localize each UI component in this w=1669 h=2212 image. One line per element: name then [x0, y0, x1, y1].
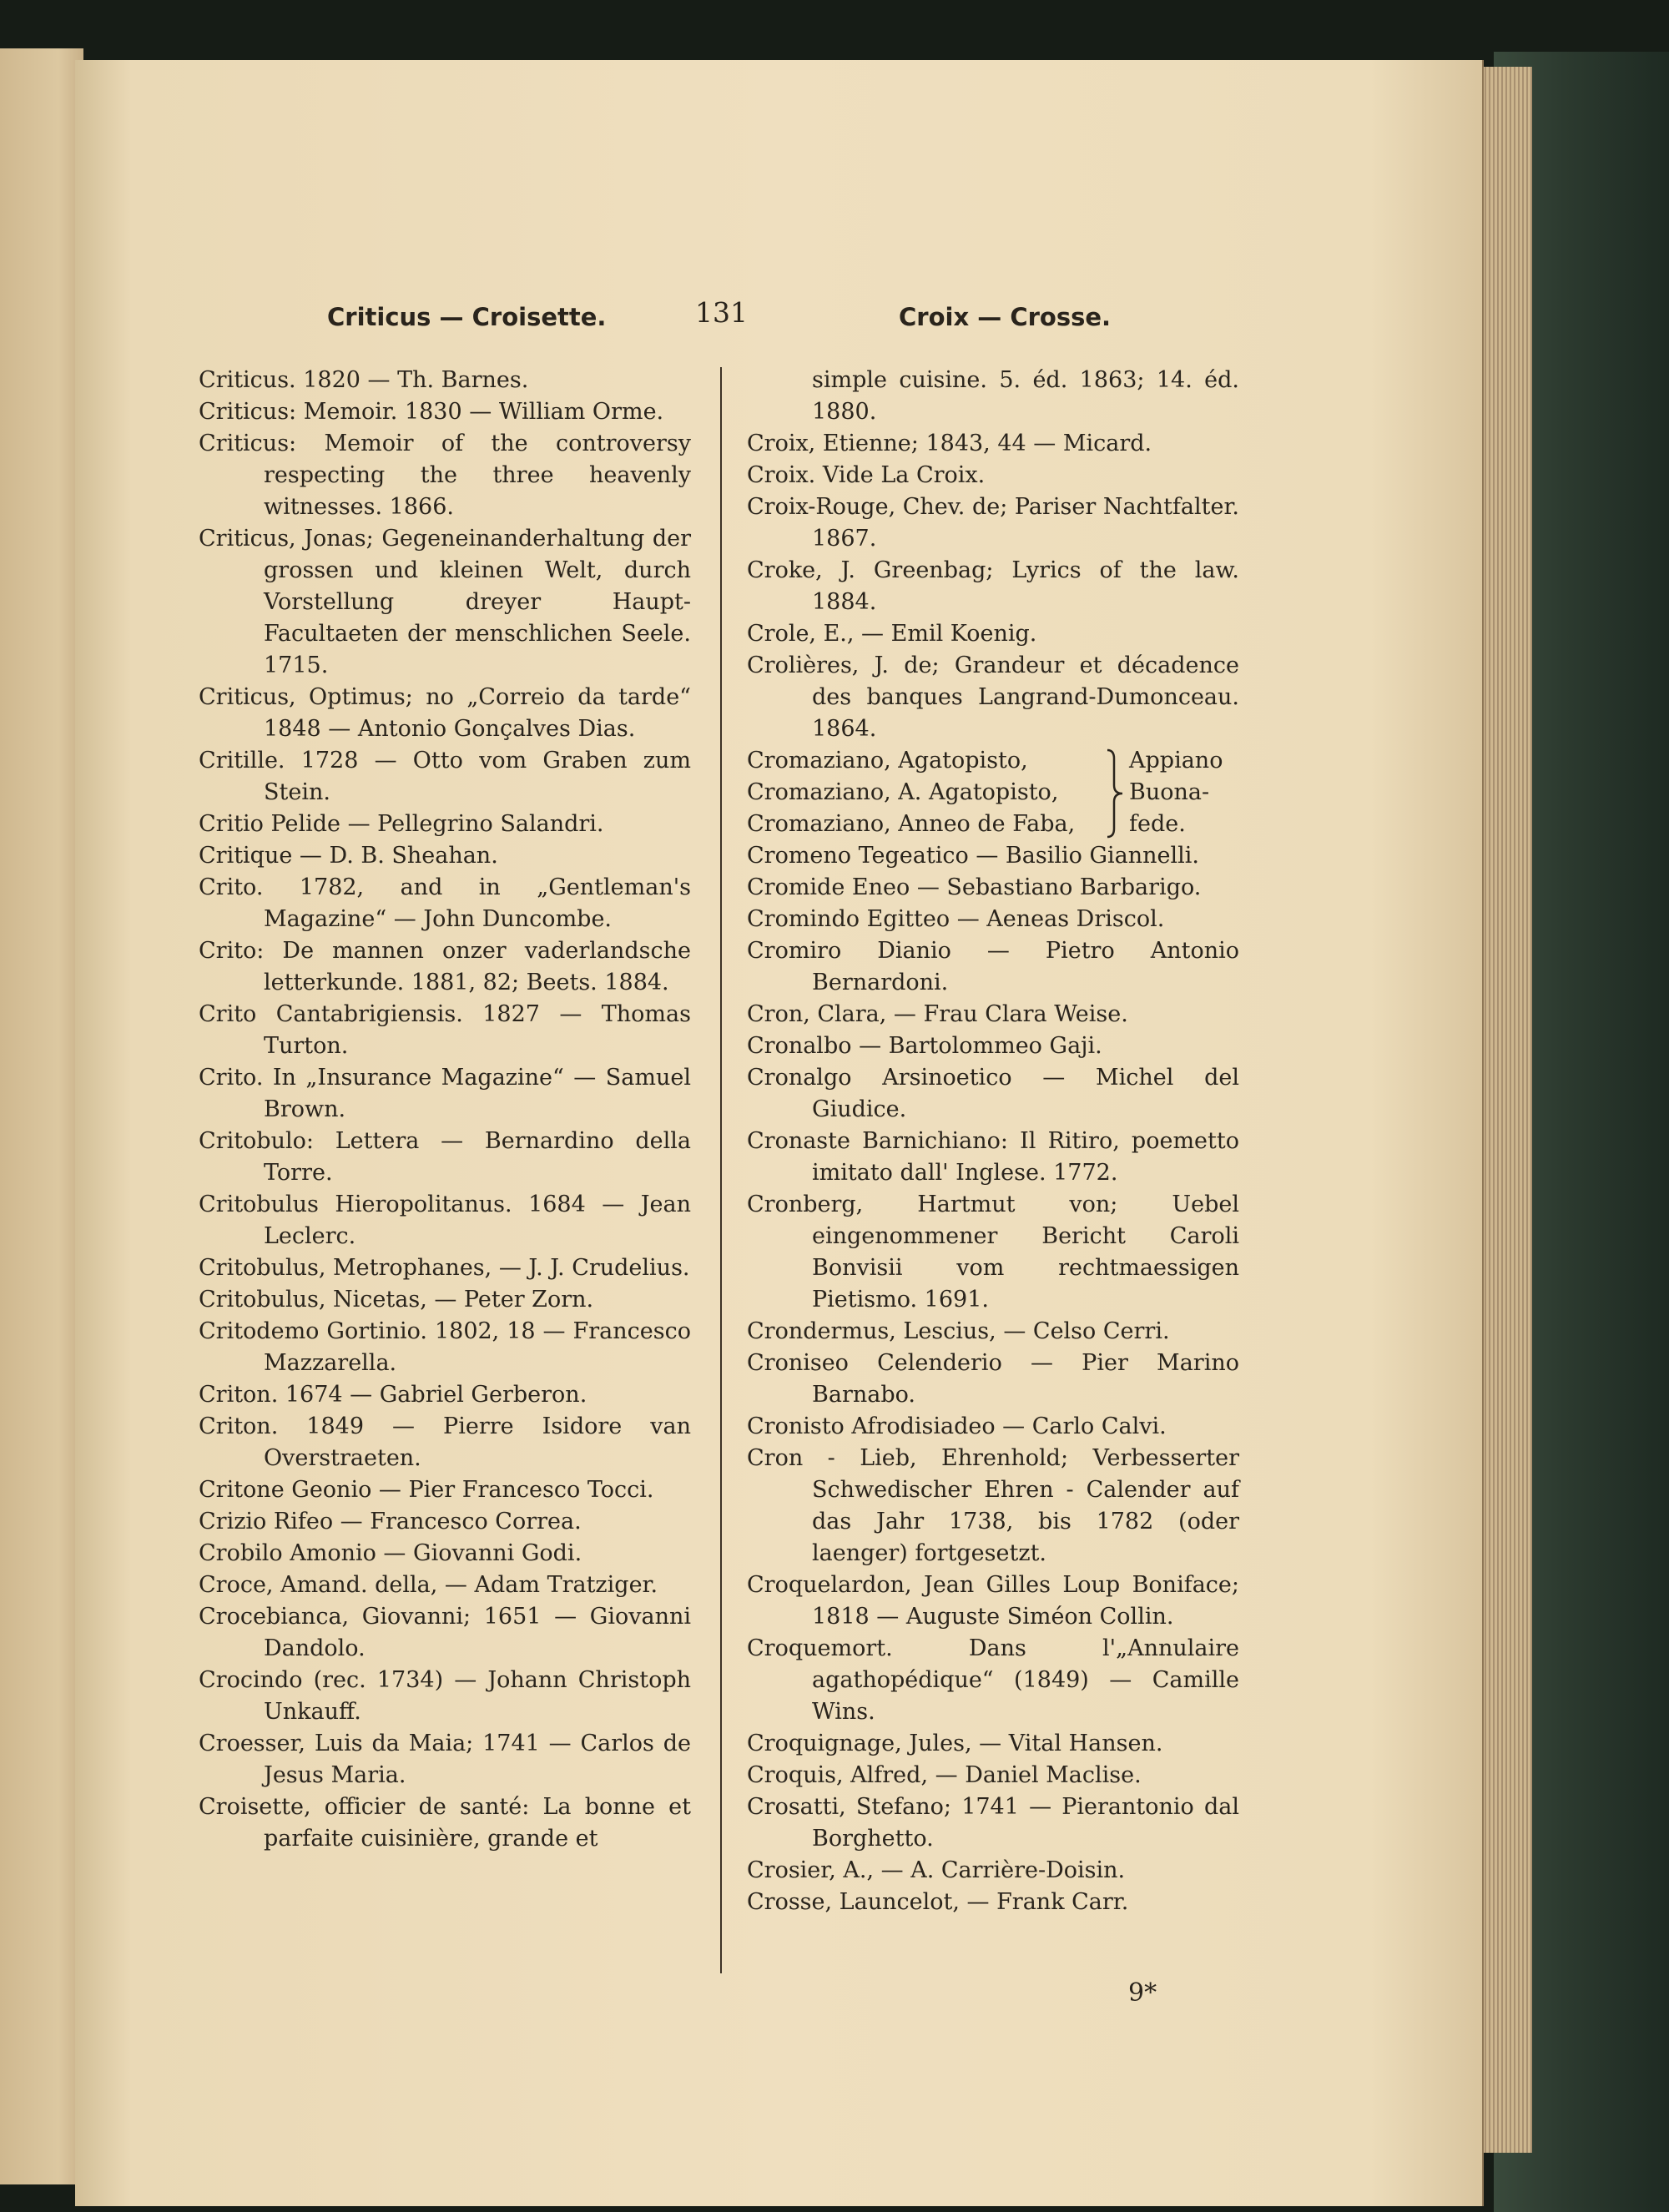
- entry: Croix. Vide La Croix.: [747, 462, 986, 488]
- running-header: [75, 296, 1482, 338]
- brace-target: [1129, 745, 1246, 840]
- entry: Criton. 1849 — Pierre Isidore van Overstraeten.: [199, 1413, 691, 1471]
- entry: Crito: De mannen onzer vaderlandsche letterkunde. 1881, 82; Beets. 1884.: [199, 938, 691, 995]
- signature-mark: 9*: [1128, 1978, 1157, 2008]
- entry: Criticus: Memoir of the controversy respecting the three heavenly witnesses. 1866.: [199, 431, 691, 520]
- entry: Crizio Rifeo — Francesco Correa.: [199, 1509, 582, 1534]
- entry: Critique — D. B. Sheahan.: [199, 843, 498, 869]
- brace-entry-group: [747, 745, 1239, 840]
- entry: Crobilo Amonio — Giovanni Godi.: [199, 1540, 582, 1566]
- entry: Croquemort. Dans l'„Annulaire agathopédique“ (1849) — Camille Wins.: [747, 1635, 1239, 1725]
- entry: Critobulus, Metrophanes, — J. J. Crudelius.: [199, 1255, 690, 1281]
- entry: Critodemo Gortinio. 1802, 18 — Francesco Mazzarella.: [199, 1318, 691, 1376]
- entry: Criticus. 1820 — Th. Barnes.: [199, 367, 529, 393]
- header-left-title: Criticus — Croisette.: [327, 303, 607, 331]
- left-column: [199, 365, 691, 1855]
- entry: Cromiro Dianio — Pietro Antonio Bernardoni.: [747, 938, 1239, 995]
- brace-target-line: Appiano: [1129, 748, 1223, 773]
- entry: Critone Geonio — Pier Francesco Tocci.: [199, 1477, 654, 1503]
- book-page: [75, 60, 1484, 2206]
- entry: Cromide Eneo — Sebastiano Barbarigo.: [747, 874, 1202, 900]
- entry: Criticus, Optimus; no „Correio da tarde“ 1848 — Antonio Gonçalves Dias.: [199, 684, 691, 742]
- entry: Crito. 1782, and in „Gentleman's Magazine“ — John Duncombe.: [199, 874, 691, 932]
- entry: Cromindo Egitteo — Aeneas Driscol.: [747, 906, 1165, 932]
- entry: Cronisto Afrodisiadeo — Carlo Calvi.: [747, 1413, 1167, 1439]
- entry: Croniseo Celenderio — Pier Marino Barnabo.: [747, 1350, 1239, 1408]
- previous-page-edge: [0, 48, 83, 2184]
- brace-target-line: fede.: [1129, 811, 1186, 837]
- entry: Cron, Clara, — Frau Clara Weise.: [747, 1001, 1128, 1027]
- brace-line: Cromaziano, A. Agatopisto,: [747, 779, 1059, 805]
- entry: Crosse, Launcelot, — Frank Carr.: [747, 1889, 1129, 1915]
- entry: Criticus: Memoir. 1830 — William Orme.: [199, 399, 664, 425]
- entry: Croke, J. Greenbag; Lyrics of the law. 1884.: [747, 557, 1239, 615]
- right-column: [747, 365, 1239, 1918]
- header-right-title: Croix — Crosse.: [899, 303, 1112, 331]
- entry: Croesser, Luis da Maia; 1741 — Carlos de Jesus Maria.: [199, 1731, 691, 1788]
- brace-line: Cromaziano, Anneo de Faba,: [747, 811, 1076, 837]
- entry: Crocindo (rec. 1734) — Johann Christoph Unkauff.: [199, 1667, 691, 1725]
- entry: Criton. 1674 — Gabriel Gerberon.: [199, 1382, 587, 1408]
- entry: Crocebianca, Giovanni; 1651 — Giovanni Dandolo.: [199, 1604, 691, 1661]
- entry: Cromeno Tegeatico — Basilio Giannelli.: [747, 843, 1199, 869]
- column-divider: [720, 367, 722, 1973]
- entry: Crondermus, Lescius, — Celso Cerri.: [747, 1318, 1170, 1344]
- entry: Crolières, J. de; Grandeur et décadence des banques Langrand-Dumonceau. 1864.: [747, 653, 1239, 742]
- entry: Cronalgo Arsinoetico — Michel del Giudice.: [747, 1065, 1239, 1122]
- entry: Crito. In „Insurance Magazine“ — Samuel Brown.: [199, 1065, 691, 1122]
- entry: Critio Pelide — Pellegrino Salandri.: [199, 811, 604, 837]
- brace-line: Cromaziano, Agatopisto,: [747, 748, 1028, 773]
- entry: Crole, E., — Emil Koenig.: [747, 621, 1037, 647]
- entry: Crito Cantabrigiensis. 1827 — Thomas Turton.: [199, 1001, 691, 1059]
- entry-continuation: simple cuisine. 5. éd. 1863; 14. éd. 1880.: [812, 367, 1239, 425]
- curly-brace-icon: [1102, 748, 1126, 839]
- entry: Critobulus Hieropolitanus. 1684 — Jean Leclerc.: [199, 1192, 691, 1249]
- entry: Croix-Rouge, Chev. de; Pariser Nachtfalter. 1867.: [747, 494, 1239, 552]
- entry: Cronberg, Hartmut von; Uebel eingenommener Bericht Caroli Bonvisii vom rechtmaessigen Pietismo. 1691.: [747, 1192, 1239, 1313]
- entry: Cronalbo — Bartolommeo Gaji.: [747, 1033, 1102, 1059]
- entry: Croix, Etienne; 1843, 44 — Micard.: [747, 431, 1152, 456]
- entry: Critille. 1728 — Otto vom Graben zum Stein.: [199, 748, 691, 805]
- entry: Critobulus, Nicetas, — Peter Zorn.: [199, 1287, 594, 1313]
- entry: Crosatti, Stefano; 1741 — Pierantonio dal Borghetto.: [747, 1794, 1239, 1852]
- entry: Croquelardon, Jean Gilles Loup Boniface; 1818 — Auguste Siméon Collin.: [747, 1572, 1239, 1630]
- entry: Critobulo: Lettera — Bernardino della Torre.: [199, 1128, 691, 1186]
- entry: Cronaste Barnichiano: Il Ritiro, poemetto imitato dall' Inglese. 1772.: [747, 1128, 1239, 1186]
- entry: Croquis, Alfred, — Daniel Maclise.: [747, 1762, 1142, 1788]
- entry: Croisette, officier de santé: La bonne et parfaite cuisinière, grande et: [199, 1794, 691, 1852]
- entry: Croquignage, Jules, — Vital Hansen.: [747, 1731, 1163, 1756]
- brace-target-line: Buona-: [1129, 779, 1210, 805]
- page-number: 131: [695, 296, 748, 329]
- entry: Crosier, A., — A. Carrière-Doisin.: [747, 1857, 1126, 1883]
- entry: Croce, Amand. della, — Adam Tratziger.: [199, 1572, 658, 1598]
- entry: Cron - Lieb, Ehrenhold; Verbesserter Schwedischer Ehren - Calender auf das Jahr 1738, bis 1782 (oder laenger) fortgesetzt.: [747, 1445, 1239, 1566]
- entry: Criticus, Jonas; Gegeneinanderhaltung der grossen und kleinen Welt, durch Vorstellung dreyer Haupt-Facultaeten der menschlichen Seele. 1715.: [199, 526, 691, 678]
